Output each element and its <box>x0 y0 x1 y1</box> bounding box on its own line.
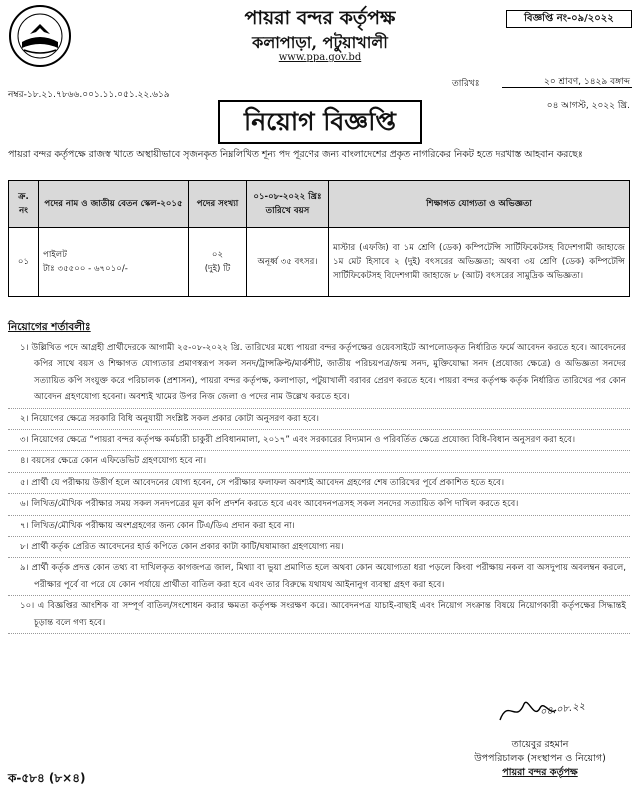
list-item: ৮। প্রার্থী কর্তৃক প্রেরিত আবেদনের হার্ড কপিতে কোন প্রকার কাটা কাটি/ঘষামাজা গ্রহণযোগ্য নয়। <box>8 537 630 558</box>
list-item: ৩। নিয়োগের ক্ষেত্রে “পায়রা বন্দর কর্তৃপক্ষ কর্মচারী চাকুরী প্রবিধানমালা, ২০১৭” এবং সরকারের বিদ্যমান ও পরিবর্তিত ক্ষেত্রে প্রযোজ্য বিধি-বিধান অনুসরণ করা হবে। <box>8 430 630 451</box>
signer-org: পায়রা বন্দর কর্তৃপক্ষ <box>502 767 578 778</box>
org-website-link[interactable]: www.ppa.gov.bd <box>278 52 362 63</box>
col-header-serial: ক্র. নং <box>9 181 39 228</box>
list-item: ১০। এ বিজ্ঞপ্তির আংশিক বা সম্পূর্ণ বাতিল/সংশোধন করার ক্ষমতা কর্তৃপক্ষ সংরক্ষণ করে। আবেদনপত্র যাচাই-বাছাই এবং নিয়োগ সংক্রান্ত বিষয়ে নিয়োগকারী কর্তৃপক্ষের সিদ্ধান্তই চূড়ান্ত বলে গণ্য হবে। <box>8 596 630 634</box>
org-place: কলাপাড়া, পটুয়াখালী <box>252 33 388 52</box>
signer-name: তায়েবুর রহমান <box>511 739 569 750</box>
table-header-row <box>9 181 630 228</box>
notice-number-box: বিজ্ঞপ্তি নং-০৯/২০২২ <box>506 10 632 28</box>
table-row <box>9 228 630 297</box>
date-bangla: ২০ শ্রাবণ, ১৪২৯ বঙ্গাব্দ <box>543 77 630 87</box>
signature-date: ০৪.০৮.২২ <box>539 700 586 719</box>
org-name: পায়রা বন্দর কর্তৃপক্ষ <box>244 7 396 29</box>
col-header-count: পদের সংখ্যা <box>189 181 247 228</box>
list-item: ৪। বয়সের ক্ষেত্রে কোন এফিডেভিট গ্রহণযোগ্য হবে না। <box>8 451 630 472</box>
post-scale: টাঃ ৩৫৫০০ - ৬৭০১০/- <box>43 264 128 274</box>
notice-title: নিয়োগ বিজ্ঞপ্তি <box>218 100 422 144</box>
memo-number: নম্বর-১৮.২১.৭৮৬৬.০০১.১১.০৫১.২২.৬১৯ <box>8 90 170 100</box>
list-item: ৫। প্রার্থী যে পরীক্ষায় উত্তীর্ণ হলে আবেদনের যোগ্য হবেন, সে পরীক্ষার ফলাফল অবশ্যই আবেদন গ্রহণের শেষ তারিখের পূর্বে প্রকাশিত হতে হবে। <box>8 473 630 494</box>
post-count-words: (দুই) টি <box>204 264 231 274</box>
date-divider <box>502 87 632 88</box>
list-item: ৬। লিখিত/মৌখিক পরীক্ষার সময় সকল সনদপত্রের মূল কপি প্রদর্শন করতে হবে এবং আবেদনপত্রসহ সকল সনদের সত্যায়িত কপি দাখিল করতে হবে। <box>8 494 630 515</box>
list-item: ৯। প্রার্থী কর্তৃক প্রদত্ত কোন তথ্য বা দাখিলকৃত কাগজপত্র জাল, মিথ্যা বা ভুয়া প্রমাণিত হলে অথবা কোন অযোগ্যতা ধরা পড়লে কিংবা পরীক্ষায় নকল বা অসদুপায় অবলম্বন করলে, পরীক্ষার পূর্বে বা পরে যে কোন পর্যায়ে প্রার্থীতা বাতিল করা হবে এবং তার বিরুদ্ধে যথাযথ আইনানুগ ব্যবস্থা গ্রহণ করা হবে। <box>8 558 630 596</box>
footer-code: ক-৫৮৪ (৮×৪) <box>8 771 86 785</box>
cell-age: অনূর্ধ্ব ৩৫ বৎসর। <box>247 228 329 297</box>
post-name: পাইলট <box>43 250 67 260</box>
post-count: ০২ <box>211 250 224 260</box>
payra-port-logo-icon <box>8 4 72 68</box>
conditions-title: নিয়োগের শর্তাবলীঃ <box>8 321 91 333</box>
intro-text: পায়রা বন্দর কর্তৃপক্ষে রাজস্ব খাতে অস্থায়ীভাবে সৃজনকৃত নিম্নলিখিত শূন্য পদ পূরণের জন্য বাংলাদেশের প্রকৃত নাগরিকের নিকট হতে দরখাস্ত আহবান করছেঃ <box>8 149 583 160</box>
cell-post <box>39 228 189 297</box>
date-english: ০৪ আগস্ট, ২০২২ খ্রি. <box>546 101 630 111</box>
col-header-qualification: শিক্ষাগত যোগ্যতা ও অভিজ্ঞতা <box>329 181 630 228</box>
signer-title: উপপরিচালক (সংস্থাপন ও নিয়োগ) <box>474 753 606 764</box>
col-header-post: পদের নাম ও জাতীয় বেতন স্কেল-২০১৫ <box>39 181 189 228</box>
cell-count <box>189 228 247 297</box>
list-item: ৭। লিখিত/মৌখিক পরীক্ষায় অংশগ্রহণের জন্য কোন টিএ/ডিএ প্রদান করা হবে না। <box>8 516 630 537</box>
posts-table <box>8 180 630 297</box>
date-label: তারিখঃ <box>452 79 480 89</box>
list-item: ১। উল্লিখিত পদে আগ্রহী প্রার্থীদেরকে আগামী ২৫-০৮-২০২২ খ্রি. তারিখের মধ্যে পায়রা বন্দর কর্তৃপক্ষের ওয়েবসাইটে আপলোডকৃত নির্ধারিত ফর্মে আবেদন করতে হবে। আবেদনের কপির সাথে বয়স ও শিক্ষাগত যোগ্যতার প্রমাণস্বরূপ সকল সনদ/ট্রান্সক্রিপ্ট/মার্কশীট, জাতীয় পরিচয়পত্র/জন্ম সনদ, মুক্তিযোদ্ধা সনদ (প্রযোজ্য ক্ষেত্রে) ও অভিজ্ঞতা সনদের সত্যায়িত কপি সংযুক্ত করে পরিচালক (প্রশাসন), পায়রা বন্দর কর্তৃপক্ষ, কলাপাড়া, পটুয়াখালী বরাবর প্রেরণ করতে হবে। পায়রা বন্দর কর্তৃপক্ষ কর্তৃক নির্ধারিত তারিখের পর কোন আবেদন গ্রহণযোগ্য হবেনা। অবশ্যই খামের উপর নিজ জেলা ও পদের নাম উল্লেখ করতে হবে। <box>8 338 630 409</box>
cell-serial: ০১ <box>9 228 39 297</box>
col-header-age: ০১-০৮-২০২২ খ্রিঃ তারিখে বয়স <box>247 181 329 228</box>
cell-qualification: মাস্টার (এফজি) বা ১ম শ্রেণি (ডেক) কম্পিটেন্সি সার্টিফিকেটসহ বিদেশগামী জাহাজে ১ম মেট হিসাবে ২ (দুই) বৎসরের অভিজ্ঞতা; অথবা ৩য় শ্রেণি (ডেক) কম্পিটেন্সি সার্টিফিকেটসহ বিদেশগামী জাহাজে ৮ (আট) বৎসরের সামুদ্রিক অভিজ্ঞতা। <box>329 228 630 297</box>
conditions-list <box>8 338 630 634</box>
list-item: ২। নিয়োগের ক্ষেত্রে সরকারি বিধি অনুযায়ী সংশ্লিষ্ট সকল প্রকার কোটা অনুসরণ করা হবে। <box>8 409 630 430</box>
